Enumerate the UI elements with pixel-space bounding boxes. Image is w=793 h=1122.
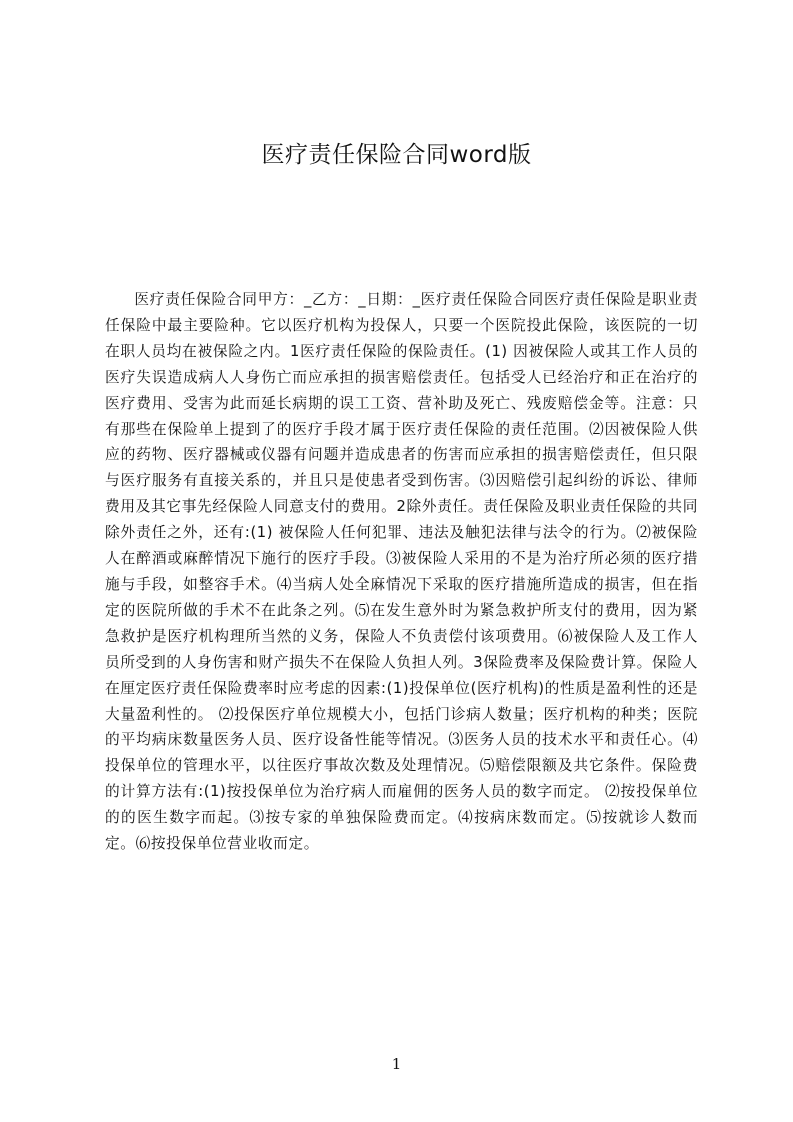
page-number: 1 bbox=[391, 1055, 402, 1073]
document-body-paragraph: 医疗责任保险合同甲方：_乙方：_日期：_医疗责任保险合同医疗责任保险是职业责任保险中最主要险种。它以医疗机构为投保人，只要一个医院投此保险，该医院的一切在职人员均在被保险之内。1医疗责任保险的保险责任。(1) 因被保险人或其工作人员的医疗失误造成病人人身伤亡而应承担的损害赔偿责任。包括受人已经治疗和正在治疗的医疗费用、受害为此而延长病期的误工工资、营补助及死亡、残废赔偿金等。注意：只有那些在保险单上提到了的医疗手段才属于医疗责任保险的责任范围。⑵因被保险人供应的药物、医疗器械或仪器有问题并造成患者的伤害而应承担的损害赔偿责任，但只限与医疗服务有直接关系的，并且只是使患者受到伤害。⑶因赔偿引起纠纷的诉讼、律师费用及其它事先经保险人同意支付的费用。2除外责任。责任保险及职业责任保险的共同除外责任之外，还有:(1) 被保险人任何犯罪、违法及触犯法律与法令的行为。⑵被保险人在醉酒或麻醉情况下施行的医疗手段。⑶被保险人采用的不是为治疗所必须的医疗措施与手段，如整容手术。⑷当病人处全麻情况下采取的医疗措施所造成的损害，但在指定的医院所做的手术不在此条之列。⑸在发生意外时为紧急救护所支付的费用，因为紧急救护是医疗机构理所当然的义务，保险人不负责偿付该项费用。⑹被保险人及工作人员所受到的人身伤害和财产损失不在保险人负担人列。3保险费率及保险费计算。保险人在厘定医疗责任保险费率时应考虑的因素:(1)投保单位(医疗机构)的性质是盈利性的还是大量盈利性的。 ⑵投保医疗单位规模大小，包括门诊病人数量；医疗机构的种类；医院的平均病床数量医务人员、医疗设备性能等情况。⑶医务人员的技术水平和责任心。⑷投保单位的管理水平，以往医疗事故次数及处理情况。⑸赔偿限额及共它条件。保险费的计算方法有:(1)按投保单位为治疗病人而雇佣的医务人员的数字而定。 ⑵按投保单位的的医生数字而起。⑶按专家的单独保险费而定。⑷按病床数而定。⑸按就诊人数而定。⑹按投保单位营业收而定。 bbox=[105, 291, 698, 853]
document-title: 医疗责任保险合同word版 bbox=[261, 142, 532, 168]
